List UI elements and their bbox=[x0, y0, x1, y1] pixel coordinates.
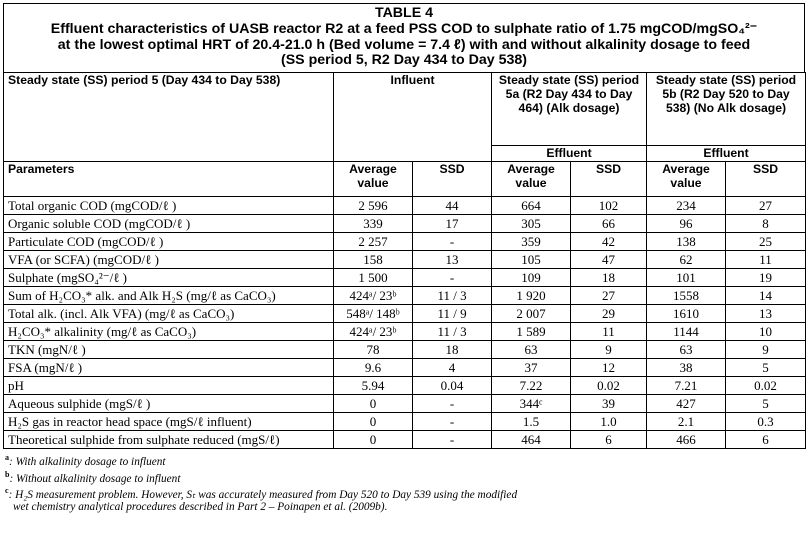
table-page bbox=[3, 3, 805, 514]
effluent-b-ssd: 5 bbox=[726, 359, 806, 377]
effluent-a-ssd: 102 bbox=[571, 197, 647, 215]
table-number: TABLE 4 bbox=[374, 5, 434, 21]
effluent-b-average: 38 bbox=[647, 359, 726, 377]
effluent-a-average: 305 bbox=[492, 215, 571, 233]
influent-average: 0 bbox=[334, 431, 413, 449]
effluent-a-ssd-header: SSD bbox=[571, 162, 647, 197]
parameter-name: Total organic COD (mgCOD/ℓ ) bbox=[4, 197, 334, 215]
effluent-a-average: 1 589 bbox=[492, 323, 571, 341]
influent-average: 1 500 bbox=[334, 269, 413, 287]
effluent-b-ssd-header: SSD bbox=[726, 162, 806, 197]
table-caption-line-2: at the lowest optimal HRT of 20.4-21.0 h (Bed volume = 7.4 ℓ) with and without alkalinity dosage to feed bbox=[57, 36, 751, 53]
parameter-name: pH bbox=[4, 377, 334, 395]
header-row-3 bbox=[4, 162, 806, 197]
effluent-a-average: 105 bbox=[492, 251, 571, 269]
effluent-a-average: 2 007 bbox=[492, 305, 571, 323]
influent-ssd: 11 / 3 bbox=[413, 287, 492, 305]
influent-ssd: 18 bbox=[413, 341, 492, 359]
effluent-a-ssd: 6 bbox=[571, 431, 647, 449]
table-row bbox=[4, 215, 806, 233]
effluent-b-ssd: 11 bbox=[726, 251, 806, 269]
effluent-a-average: 63 bbox=[492, 341, 571, 359]
parameter-name: TKN (mgN/ℓ ) bbox=[4, 341, 334, 359]
effluent-b-ssd: 10 bbox=[726, 323, 806, 341]
period-5a-header: Steady state (SS) period 5a (R2 Day 434 to Day 464) (Alk dosage) bbox=[492, 73, 647, 146]
effluent-b-average: 7.21 bbox=[647, 377, 726, 395]
effluent-a-average: 1.5 bbox=[492, 413, 571, 431]
influent-average: 158 bbox=[334, 251, 413, 269]
effluent-b-average: 138 bbox=[647, 233, 726, 251]
effluent-a-ssd: 1.0 bbox=[571, 413, 647, 431]
effluent-b-ssd: 19 bbox=[726, 269, 806, 287]
effluent-a-ssd: 18 bbox=[571, 269, 647, 287]
influent-ssd: 44 bbox=[413, 197, 492, 215]
effluent-characteristics-table bbox=[3, 72, 806, 449]
influent-ssd-header: SSD bbox=[413, 162, 492, 197]
table-row bbox=[4, 323, 806, 341]
influent-average: 78 bbox=[334, 341, 413, 359]
table-caption-line-1: Effluent characteristics of UASB reactor R2 at a feed PSS COD to sulphate ratio of 1.75 mgCOD/mgSO₄²⁻ bbox=[50, 20, 758, 37]
effluent-a-average: 664 bbox=[492, 197, 571, 215]
footnote-b: $^b$: Without alkalinity dosage to influent bbox=[5, 469, 181, 485]
effluent-a-average: 109 bbox=[492, 269, 571, 287]
influent-ssd: - bbox=[413, 395, 492, 413]
footnote-c: $^c$: H₂S measurement problem. However, Sₜ was accurately measured from Day 520 to Day 539 using the modified bbox=[5, 485, 518, 501]
influent-ssd: - bbox=[413, 431, 492, 449]
effluent-b-avg-header: Average value bbox=[647, 162, 726, 197]
effluent-b-ssd: 8 bbox=[726, 215, 806, 233]
influent-ssd: - bbox=[413, 413, 492, 431]
effluent-b-average: 1610 bbox=[647, 305, 726, 323]
table-row bbox=[4, 359, 806, 377]
effluent-a-ssd: 66 bbox=[571, 215, 647, 233]
effluent-b-ssd: 5 bbox=[726, 395, 806, 413]
table-row bbox=[4, 431, 806, 449]
effluent-a-ssd: 9 bbox=[571, 341, 647, 359]
influent-avg-header: Average value bbox=[334, 162, 413, 197]
effluent-a-avg-header: Average value bbox=[492, 162, 571, 197]
effluent-b-average: 1144 bbox=[647, 323, 726, 341]
influent-header: Influent bbox=[334, 73, 492, 162]
table-row bbox=[4, 305, 806, 323]
table-caption-line-3: (SS period 5, R2 Day 434 to Day 538) bbox=[280, 52, 528, 69]
influent-average: 424ᵃ/ 23ᵇ bbox=[334, 287, 413, 305]
parameter-name: Theoretical sulphide from sulphate reduced (mgS/ℓ) bbox=[4, 431, 334, 449]
parameter-name: Sum of H₂CO₃* alk. and Alk H₂S (mg/ℓ as CaCO₃) bbox=[4, 287, 334, 305]
effluent-a-average: 1 920 bbox=[492, 287, 571, 305]
effluent-b-ssd: 13 bbox=[726, 305, 806, 323]
parameter-name: Organic soluble COD (mgCOD/ℓ ) bbox=[4, 215, 334, 233]
parameter-name: Aqueous sulphide (mgS/ℓ ) bbox=[4, 395, 334, 413]
footnote-a: $^a$: With alkalinity dosage to influent bbox=[5, 453, 166, 468]
effluent-b-average: 1558 bbox=[647, 287, 726, 305]
period-5b-header: Steady state (SS) period 5b (R2 Day 520 to Day 538) (No Alk dosage) bbox=[647, 73, 806, 146]
table-row bbox=[4, 197, 806, 215]
effluent-a-ssd: 0.02 bbox=[571, 377, 647, 395]
effluent-a-header: Effluent bbox=[492, 146, 647, 162]
table-row bbox=[4, 269, 806, 287]
effluent-b-average: 62 bbox=[647, 251, 726, 269]
influent-ssd: - bbox=[413, 269, 492, 287]
header-row-1 bbox=[4, 73, 806, 146]
table-row bbox=[4, 233, 806, 251]
influent-average: 5.94 bbox=[334, 377, 413, 395]
influent-average: 9.6 bbox=[334, 359, 413, 377]
table-body bbox=[4, 197, 806, 449]
period-label-cell: Steady state (SS) period 5 (Day 434 to Day 538) bbox=[4, 73, 334, 162]
footnote-c-continuation: wet chemistry analytical procedures described in Part 2 – Poinapen et al. (2009b). bbox=[13, 501, 388, 514]
effluent-a-average: 344ᶜ bbox=[492, 395, 571, 413]
influent-average: 339 bbox=[334, 215, 413, 233]
table-row bbox=[4, 395, 806, 413]
effluent-b-ssd: 9 bbox=[726, 341, 806, 359]
influent-ssd: - bbox=[413, 233, 492, 251]
effluent-b-header: Effluent bbox=[647, 146, 806, 162]
effluent-b-ssd: 0.3 bbox=[726, 413, 806, 431]
parameter-name: Sulphate (mgSO₄²⁻/ℓ ) bbox=[4, 269, 334, 287]
effluent-a-ssd: 27 bbox=[571, 287, 647, 305]
effluent-a-ssd: 12 bbox=[571, 359, 647, 377]
footnotes bbox=[3, 452, 805, 514]
effluent-a-ssd: 42 bbox=[571, 233, 647, 251]
parameter-name: H₂S gas in reactor head space (mgS/ℓ influent) bbox=[4, 413, 334, 431]
parameter-name: Total alk. (incl. Alk VFA) (mg/ℓ as CaCO₃) bbox=[4, 305, 334, 323]
effluent-b-ssd: 14 bbox=[726, 287, 806, 305]
influent-average: 0 bbox=[334, 413, 413, 431]
table-row bbox=[4, 413, 806, 431]
table-row bbox=[4, 251, 806, 269]
influent-average: 0 bbox=[334, 395, 413, 413]
effluent-b-ssd: 6 bbox=[726, 431, 806, 449]
effluent-a-ssd: 39 bbox=[571, 395, 647, 413]
table-title-block bbox=[3, 3, 805, 72]
parameter-name: H₂CO₃* alkalinity (mg/ℓ as CaCO₃) bbox=[4, 323, 334, 341]
effluent-a-ssd: 47 bbox=[571, 251, 647, 269]
effluent-b-ssd: 0.02 bbox=[726, 377, 806, 395]
effluent-a-ssd: 29 bbox=[571, 305, 647, 323]
influent-average: 2 257 bbox=[334, 233, 413, 251]
parameter-name: Particulate COD (mgCOD/ℓ ) bbox=[4, 233, 334, 251]
influent-ssd: 4 bbox=[413, 359, 492, 377]
effluent-b-average: 466 bbox=[647, 431, 726, 449]
effluent-b-average: 96 bbox=[647, 215, 726, 233]
effluent-a-average: 464 bbox=[492, 431, 571, 449]
parameter-name: FSA (mgN/ℓ ) bbox=[4, 359, 334, 377]
influent-ssd: 11 / 9 bbox=[413, 305, 492, 323]
influent-ssd: 17 bbox=[413, 215, 492, 233]
table-row bbox=[4, 341, 806, 359]
influent-ssd: 13 bbox=[413, 251, 492, 269]
effluent-b-average: 234 bbox=[647, 197, 726, 215]
influent-ssd: 0.04 bbox=[413, 377, 492, 395]
effluent-b-average: 2.1 bbox=[647, 413, 726, 431]
effluent-b-ssd: 25 bbox=[726, 233, 806, 251]
effluent-b-average: 101 bbox=[647, 269, 726, 287]
table-row bbox=[4, 377, 806, 395]
effluent-b-ssd: 27 bbox=[726, 197, 806, 215]
influent-average: 424ᵃ/ 23ᵇ bbox=[334, 323, 413, 341]
effluent-b-average: 427 bbox=[647, 395, 726, 413]
effluent-a-average: 7.22 bbox=[492, 377, 571, 395]
parameters-header: Parameters bbox=[4, 162, 334, 197]
parameter-name: VFA (or SCFA) (mgCOD/ℓ ) bbox=[4, 251, 334, 269]
effluent-a-average: 359 bbox=[492, 233, 571, 251]
effluent-a-average: 37 bbox=[492, 359, 571, 377]
influent-ssd: 11 / 3 bbox=[413, 323, 492, 341]
influent-average: 548ᵃ/ 148ᵇ bbox=[334, 305, 413, 323]
influent-average: 2 596 bbox=[334, 197, 413, 215]
effluent-a-ssd: 11 bbox=[571, 323, 647, 341]
table-row bbox=[4, 287, 806, 305]
effluent-b-average: 63 bbox=[647, 341, 726, 359]
